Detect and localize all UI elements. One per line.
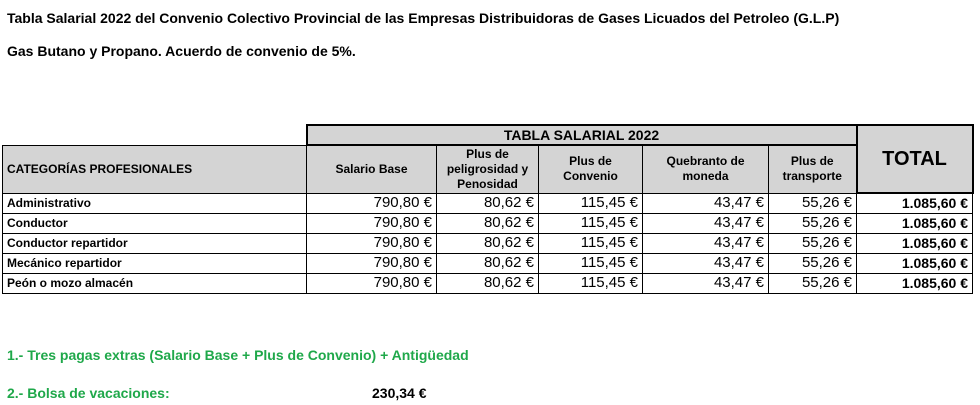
table-row	[3, 193, 973, 213]
cell-quebranto: 43,47 €	[643, 213, 769, 233]
total-column-header: TOTAL	[857, 125, 973, 193]
note-bolsa-value: 230,34 €	[372, 385, 427, 401]
cell-categoria: Mecánico repartidor	[3, 253, 307, 273]
cell-transporte: 55,26 €	[769, 233, 857, 253]
cell-transporte: 55,26 €	[769, 193, 857, 213]
cell-salario-base: 790,80 €	[307, 193, 437, 213]
column-header-convenio: Plus de Convenio	[539, 145, 643, 193]
cell-convenio: 115,45 €	[539, 193, 643, 213]
table-row	[3, 213, 973, 233]
cell-convenio: 115,45 €	[539, 233, 643, 253]
cell-quebranto: 43,47 €	[643, 273, 769, 293]
cell-quebranto: 43,47 €	[643, 233, 769, 253]
cell-categoria: Peón o mozo almacén	[3, 273, 307, 293]
cell-salario-base: 790,80 €	[307, 233, 437, 253]
cell-transporte: 55,26 €	[769, 253, 857, 273]
cell-categoria: Conductor repartidor	[3, 233, 307, 253]
cell-peligrosidad: 80,62 €	[437, 193, 539, 213]
cell-peligrosidad: 80,62 €	[437, 213, 539, 233]
cell-salario-base: 790,80 €	[307, 213, 437, 233]
cell-categoria: Administrativo	[3, 193, 307, 213]
column-header-peligrosidad: Plus de peligrosidad y Penosidad	[437, 145, 539, 193]
note-bolsa-label: 2.- Bolsa de vacaciones:	[7, 385, 170, 401]
cell-salario-base: 790,80 €	[307, 253, 437, 273]
note-pagas-extras: 1.- Tres pagas extras (Salario Base + Plus de Convenio) + Antigüedad	[7, 347, 469, 363]
cell-peligrosidad: 80,62 €	[437, 233, 539, 253]
cell-total: 1.085,60 €	[857, 213, 973, 233]
salary-table	[2, 124, 974, 294]
column-header-categoria: CATEGORÍAS PROFESIONALES	[3, 145, 307, 193]
cell-convenio: 115,45 €	[539, 273, 643, 293]
cell-salario-base: 790,80 €	[307, 273, 437, 293]
page-subtitle: Gas Butano y Propano. Acuerdo de convenio de 5%.	[7, 43, 356, 59]
table-row	[3, 273, 973, 293]
cell-total: 1.085,60 €	[857, 193, 973, 213]
cell-total: 1.085,60 €	[857, 253, 973, 273]
cell-quebranto: 43,47 €	[643, 253, 769, 273]
column-header-transporte: Plus de transporte	[769, 145, 857, 193]
cell-transporte: 55,26 €	[769, 273, 857, 293]
column-header-quebranto: Quebranto de moneda	[643, 145, 769, 193]
table-row	[3, 253, 973, 273]
cell-quebranto: 43,47 €	[643, 193, 769, 213]
page-title: Tabla Salarial 2022 del Convenio Colectivo Provincial de las Empresas Distribuidoras de Gases Licuados del Petroleo (G.L.P)	[7, 10, 840, 26]
cell-transporte: 55,26 €	[769, 213, 857, 233]
cell-categoria: Conductor	[3, 213, 307, 233]
table-group-header: TABLA SALARIAL 2022	[307, 125, 857, 145]
cell-total: 1.085,60 €	[857, 273, 973, 293]
table-group-header-row	[3, 125, 973, 145]
table-row	[3, 233, 973, 253]
table-header-row	[3, 145, 973, 193]
cell-convenio: 115,45 €	[539, 253, 643, 273]
column-header-salario-base: Salario Base	[307, 145, 437, 193]
cell-peligrosidad: 80,62 €	[437, 253, 539, 273]
table-body	[3, 193, 973, 293]
cell-peligrosidad: 80,62 €	[437, 273, 539, 293]
cell-total: 1.085,60 €	[857, 233, 973, 253]
cell-convenio: 115,45 €	[539, 213, 643, 233]
